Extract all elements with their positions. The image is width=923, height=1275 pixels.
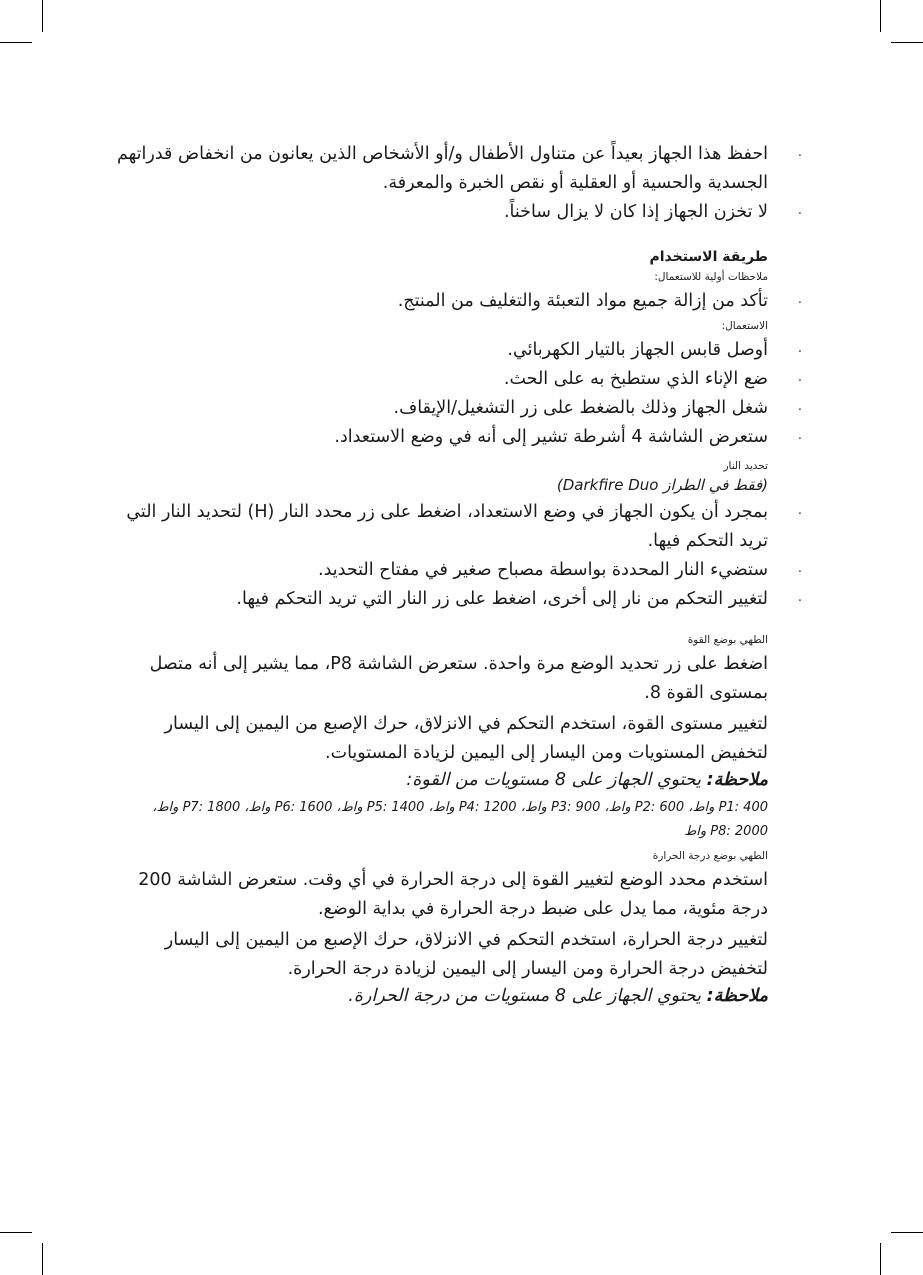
note-label: ملاحظة:	[706, 770, 768, 790]
fire-list	[108, 498, 768, 614]
temp-note	[108, 986, 768, 1006]
fire-label: تحديد النار	[723, 460, 768, 472]
crop-mark	[880, 0, 881, 32]
crop-mark	[0, 1232, 32, 1233]
list-item: . أوصل قابس الجهاز بالتيار الكهربائي.	[108, 336, 768, 365]
list-item: . ستعرض الشاشة 4 أشرطة تشير إلى أنه في وضع الاستعداد.	[108, 423, 768, 452]
crop-mark	[891, 1232, 923, 1233]
power-para-2: لتغيير مستوى القوة، استخدم التحكم في الانزلاق، حرك الإصبع من اليمين إلى اليسار لتخفيض المستويات ومن اليسار إلى اليمين لزيادة المستويات.	[164, 714, 768, 763]
list-item: . لتغيير التحكم من نار إلى أخرى، اضغط على زر النار التي تريد التحكم فيها.	[108, 585, 768, 614]
crop-mark	[880, 1243, 881, 1275]
warnings-list	[108, 140, 768, 227]
list-item: . شغل الجهاز وذلك بالضغط على زر التشغيل/الإيقاف.	[108, 394, 768, 423]
power-para-1: اضغط على زر تحديد الوضع مرة واحدة. ستعرض الشاشة P8، مما يشير إلى أنه متصل بمستوى القوة 8.	[149, 654, 768, 703]
list-item: . ضع الإناء الذي ستطبخ به على الحث.	[108, 365, 768, 394]
list-item: . تأكد من إزالة جميع مواد التعبئة والتغليف من المنتج.	[108, 287, 768, 316]
crop-mark	[891, 42, 923, 43]
crop-mark	[42, 1243, 43, 1275]
temp-mode-label: الطهي بوضع درجة الحرارة	[652, 850, 768, 862]
usage-title: طريقة الاستخدام	[649, 249, 768, 265]
crop-mark	[0, 42, 32, 43]
power-levels-line: P8: 2000 واط	[684, 824, 768, 839]
temp-para-2: لتغيير درجة الحرارة، استخدم التحكم في الانزلاق، حرك الإصبع من اليمين إلى اليسار لتخفيض درجة الحرارة ومن اليسار إلى اليمين لزيادة درجة الحرارة.	[164, 930, 768, 979]
power-note	[108, 770, 768, 790]
crop-mark	[42, 0, 43, 32]
document-content	[108, 140, 768, 1012]
list-item: . ستضيء النار المحددة بواسطة مصباح صغير في مفتاح التحديد.	[108, 556, 768, 585]
power-levels	[108, 796, 768, 844]
list-item: . بمجرد أن يكون الجهاز في وضع الاستعداد، اضغط على زر محدد النار (H) لتحديد النار التي تريد التحكم فيها.	[108, 498, 768, 556]
temp-para-1: استخدم محدد الوضع لتغيير القوة إلى درجة الحرارة في أي وقت. ستعرض الشاشة 200 درجة مئوية، مما يدل على ضبط درجة الحرارة في بداية الوضع.	[138, 870, 768, 919]
prelim-label: ملاحظات أولية للاستعمال:	[654, 271, 768, 283]
prelim-list	[108, 287, 768, 316]
use-list	[108, 336, 768, 452]
power-mode-label: الطهي بوضع القوة	[687, 634, 768, 646]
fire-subnote: (فقط في الطراز Darkfire Duo)	[556, 476, 768, 494]
use-label: الاستعمال:	[721, 320, 768, 332]
list-item: . احفظ هذا الجهاز بعيداً عن متناول الأطفال و/أو الأشخاص الذين يعانون من انخفاض قدراتهم الجسدية والحسية أو العقلية أو نقص الخبرة والمعرفة.	[108, 140, 768, 198]
note-label: ملاحظة:	[706, 986, 768, 1006]
list-item: . لا تخزن الجهاز إذا كان لا يزال ساخناً.	[108, 198, 768, 227]
note-text: يحتوي الجهاز على 8 مستويات من درجة الحرارة.	[348, 986, 707, 1006]
note-text: يحتوي الجهاز على 8 مستويات من القوة:	[406, 770, 707, 790]
power-levels-line: P1: 400 واط، P2: 600 واط، P3: 900 واط، P4: 1200 واط، P5: 1400 واط، P6: 1600 واط، P7: 1800 واط،	[152, 800, 768, 815]
